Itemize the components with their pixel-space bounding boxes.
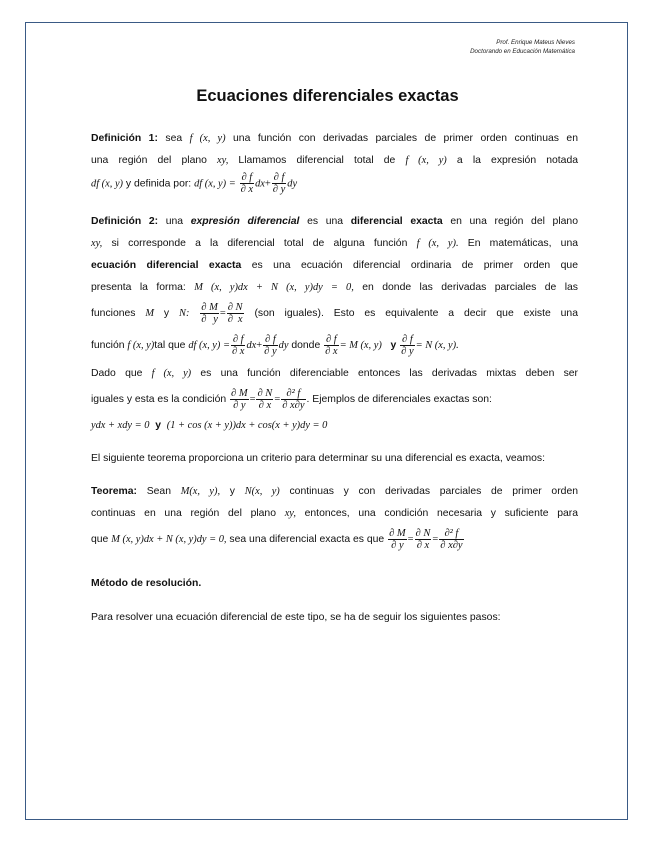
definition-label: Definición 1: — [91, 133, 158, 144]
math: df (x, y) = — [188, 340, 230, 352]
numerator: ∂ M — [231, 388, 248, 399]
text-line — [91, 503, 578, 525]
fraction — [400, 334, 414, 357]
fraction — [200, 302, 219, 325]
text: en donde las derivadas parciales de las — [353, 282, 579, 294]
definition-1 — [91, 128, 578, 195]
text-line — [91, 150, 578, 172]
text: es una función diferenciable entonces las derivadas mixtas deben ser — [191, 368, 579, 380]
text-line — [91, 172, 578, 195]
denominator: ∂ x — [416, 540, 430, 551]
text-line — [91, 525, 578, 555]
teorema — [91, 481, 578, 555]
denominator: ∂ y — [272, 184, 286, 195]
math: = N (x, y). — [415, 340, 459, 352]
text: una región del plano — [91, 155, 218, 166]
math: dy — [287, 178, 298, 190]
numerator: ∂² f — [439, 528, 463, 540]
denominator: ∂ y — [233, 400, 246, 411]
denominator: ∂ x∂y — [282, 400, 305, 411]
math: (1 + cos (x + y))dx + cos(x + y)dy = 0 — [166, 420, 328, 432]
numerator: ∂ M — [201, 302, 218, 313]
numerator: ∂ f — [273, 172, 285, 183]
text: función — [91, 340, 128, 352]
text: es una — [299, 216, 351, 228]
text-line — [91, 299, 578, 329]
text-line — [91, 277, 578, 299]
math: f (x, y) — [405, 155, 447, 166]
math: dx — [255, 178, 265, 190]
text: y — [154, 308, 180, 320]
text: Sean — [137, 486, 181, 498]
text-line — [91, 385, 578, 415]
text: entonces, una condición necesaria y suficiente para — [295, 508, 578, 520]
text: a la expresión notada — [446, 155, 579, 166]
text: iguales y esta es la condición — [91, 394, 230, 406]
text: continuas y con derivadas parciales de primer orden — [279, 486, 578, 498]
fraction — [256, 388, 273, 411]
header-author: Prof. Enrique Mateus Nieves — [496, 39, 575, 46]
fraction — [230, 388, 249, 411]
math: = — [219, 308, 226, 320]
fraction — [388, 528, 407, 551]
denominator: ∂ x — [231, 346, 245, 357]
text-line — [91, 481, 578, 503]
fraction — [240, 172, 254, 195]
text: y — [390, 340, 397, 352]
metodo-text: Para resolver una ecuación diferencial de este tipo, se ha de seguir los siguientes pasos: — [91, 612, 501, 624]
page-header — [470, 38, 575, 56]
text-line — [91, 255, 578, 277]
text: que — [91, 534, 112, 546]
math: + — [256, 340, 263, 352]
math: f (x, y) — [151, 368, 192, 380]
math: = — [249, 394, 256, 406]
numerator: ∂ M — [389, 528, 406, 539]
text-line — [91, 211, 578, 233]
text: (son iguales). Esto es equivalente a decir que existe una — [244, 308, 578, 320]
fraction — [227, 302, 244, 325]
theorem-label: Teorema: — [91, 486, 138, 498]
header-role: Doctorando en Educación Matemática — [470, 48, 575, 55]
text: si corresponde a la diferencial total de alguna función — [102, 238, 417, 250]
text-line — [91, 329, 578, 363]
text: Dado que — [91, 368, 152, 380]
math: f (x, y) — [127, 340, 155, 352]
math: df (x, y) — [91, 178, 124, 190]
denominator: ∂ y — [401, 346, 414, 357]
text: y definida por: — [123, 178, 195, 190]
math: = — [432, 534, 439, 546]
numerator: ∂ f — [402, 334, 413, 345]
text: y — [155, 420, 162, 432]
math: N: — [179, 308, 190, 320]
numerator: ∂ N — [257, 388, 273, 399]
numerator: ∂ f — [232, 334, 244, 345]
denominator: ∂ y — [391, 540, 404, 551]
math: df (x, y) = — [194, 178, 236, 190]
metodo-heading: Método de resolución. — [91, 578, 202, 590]
emphasis: expresión diferencial — [190, 216, 300, 228]
math: M(x, y), — [180, 486, 221, 498]
fraction — [439, 528, 463, 551]
math: ydx + xdy = 0 — [91, 420, 150, 432]
math: xy, — [284, 508, 296, 520]
numerator: ∂ f — [325, 334, 337, 345]
document-body — [91, 128, 578, 629]
denominator: ∂ x — [258, 400, 272, 411]
text-line — [91, 233, 578, 255]
fraction — [263, 334, 277, 357]
math: M (x, y)dx + N (x, y)dy = 0, — [111, 534, 227, 546]
text-line — [91, 128, 578, 150]
fraction — [272, 172, 286, 195]
text: funciones — [91, 308, 146, 320]
math: xy, — [217, 155, 229, 166]
teorema-intro: El siguiente teorema proporciona un criterio para determinar su una diferencial es exacta, veamos: — [91, 453, 545, 465]
text: tal que — [154, 340, 189, 352]
math: = M (x, y) — [339, 340, 382, 352]
denominator: ∂ x — [240, 184, 254, 195]
text: sea — [157, 133, 190, 144]
fraction — [231, 334, 245, 357]
denominator: ∂ y — [264, 346, 277, 357]
numerator: ∂ N — [415, 528, 431, 539]
fraction — [281, 388, 305, 411]
text: Llamamos diferencial total de — [228, 155, 406, 166]
text: donde — [288, 340, 324, 352]
math: dx — [246, 340, 257, 352]
text: en una región del plano — [442, 216, 578, 228]
emphasis: ecuación diferencial exacta — [91, 260, 242, 272]
text: una — [158, 216, 191, 228]
definition-2 — [91, 211, 578, 437]
math: M — [145, 308, 155, 320]
denominator: ∂ y — [201, 314, 218, 325]
page-title: Ecuaciones diferenciales exactas — [196, 87, 459, 105]
denominator: ∂ x — [227, 314, 243, 325]
text: una función con derivadas parciales de primer orden continuas en — [225, 133, 578, 144]
math: + — [264, 178, 271, 190]
math: dy — [278, 340, 289, 352]
math: xy, — [91, 238, 103, 250]
denominator: ∂ x — [325, 346, 338, 357]
numerator: ∂ f — [241, 172, 253, 183]
text-line — [91, 363, 578, 385]
math: f (x, y). — [416, 238, 459, 250]
text: y — [220, 486, 245, 498]
text: es una ecuación diferencial ordinaria de primer orden que — [241, 260, 578, 272]
text: continuas en una región del plano — [91, 508, 285, 520]
numerator: ∂² f — [281, 388, 305, 400]
text-line — [91, 415, 578, 437]
math: = — [274, 394, 281, 406]
math: = — [407, 534, 414, 546]
math: N(x, y) — [244, 486, 280, 498]
text: presenta la forma: — [91, 282, 195, 294]
math: M (x, y)dx + N (x, y)dy = 0, — [194, 282, 354, 294]
emphasis: diferencial exacta — [350, 216, 443, 228]
numerator: ∂ N — [227, 302, 243, 313]
text: En matemáticas, una — [458, 238, 578, 250]
fraction — [324, 334, 338, 357]
text: . Ejemplos de diferenciales exactas son: — [306, 394, 492, 406]
text: sea una diferencial exacta es que — [226, 534, 388, 546]
fraction — [415, 528, 432, 551]
numerator: ∂ f — [265, 334, 276, 345]
math: f (x, y) — [189, 133, 226, 144]
denominator: ∂ x∂y — [440, 540, 463, 551]
definition-label: Definición 2: — [91, 216, 159, 228]
